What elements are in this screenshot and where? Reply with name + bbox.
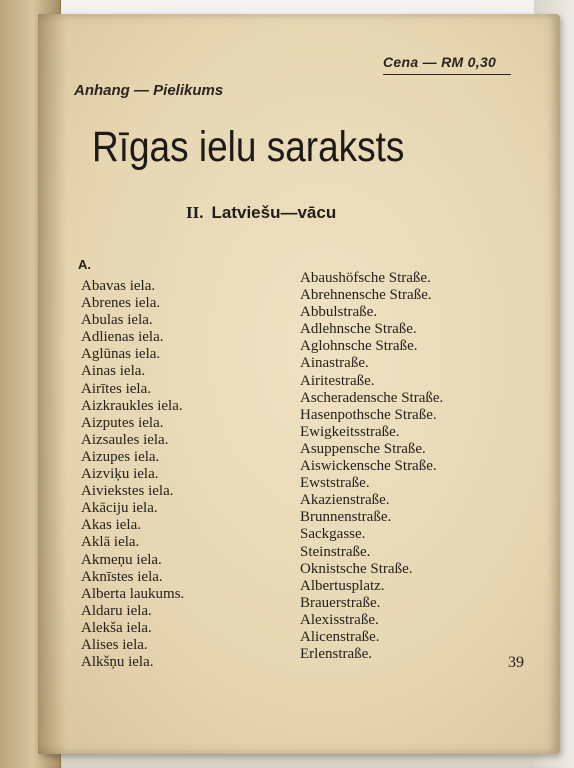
street-name-de: Alicenstraße. xyxy=(300,628,380,645)
street-name-lv: Abavas iela. xyxy=(81,278,156,294)
page-subtitle xyxy=(186,203,336,223)
street-name-de: Aiswickensche Straße. xyxy=(300,458,437,475)
section-label: Anhang — Pielikums xyxy=(74,82,224,99)
street-name-lv: Akmeņu iela. xyxy=(81,551,162,568)
street-name-lv: Aklā iela. xyxy=(81,534,140,551)
street-name-lv: Aldaru iela. xyxy=(81,602,152,619)
subtitle-text: Latviešu—vācu xyxy=(211,203,337,222)
street-name-de: Oknistsche Straße. xyxy=(300,560,413,577)
street-name-de: Steinstraße. xyxy=(300,543,371,560)
street-name-lv: Adlienas iela. xyxy=(81,329,164,346)
street-name-lv: Aizsaules iela. xyxy=(81,431,169,448)
street-name-lv: Aiviekstes iela. xyxy=(81,483,174,500)
letter-heading: A. xyxy=(78,257,91,272)
price-label: Cena — RM 0,30 xyxy=(383,54,497,70)
street-name-lv: Aizputes iela. xyxy=(81,414,164,431)
street-name-lv: Aizviķu iela. xyxy=(81,466,159,483)
street-name-de: Abrehnensche Straße. xyxy=(300,287,432,304)
street-name-de: Alexisstraße. xyxy=(300,611,379,628)
street-name-de: Ewigkeitsstraße. xyxy=(300,423,400,440)
street-name-lv: Aizkraukles iela. xyxy=(81,397,183,414)
price-underline xyxy=(383,74,511,75)
page-gutter-shadow xyxy=(38,14,66,754)
latvian-street-list xyxy=(81,278,184,671)
page-number: 39 xyxy=(508,654,524,671)
street-name-de: Abaushöfsche Straße. xyxy=(300,270,431,286)
street-name-de: Ascheradensche Straße. xyxy=(300,389,444,406)
street-name-de: Ewststraße. xyxy=(300,475,370,492)
page-title: Rīgas ielu saraksts xyxy=(92,123,405,171)
street-name-lv: Aizupes iela. xyxy=(81,448,160,465)
street-name-de: Airitestraße. xyxy=(300,372,375,389)
street-name-lv: Alekša iela. xyxy=(81,619,152,636)
street-name-lv: Alises iela. xyxy=(81,636,148,653)
street-name-de: Sackgasse. xyxy=(300,526,366,543)
street-name-lv: Alberta laukums. xyxy=(81,585,185,602)
street-name-de: Adlehnsche Straße. xyxy=(300,321,417,338)
street-name-lv: Abrenes iela. xyxy=(81,295,161,312)
street-name-de: Abbulstraße. xyxy=(300,304,378,321)
street-name-de: Asuppensche Straße. xyxy=(300,440,426,457)
street-name-de: Brauerstraße. xyxy=(300,594,381,611)
street-name-lv: Abulas iela. xyxy=(81,312,153,329)
street-name-de: Albertusplatz. xyxy=(300,577,385,594)
subtitle-numeral: II. xyxy=(186,203,204,222)
street-name-lv: Airītes iela. xyxy=(81,380,151,397)
german-street-list xyxy=(300,270,443,663)
street-name-de: Ainastraße. xyxy=(300,355,369,372)
street-name-lv: Akāciju iela. xyxy=(81,500,158,517)
street-name-de: Akazienstraße. xyxy=(300,492,390,509)
street-name-lv: Aknīstes iela. xyxy=(81,568,163,585)
street-name-de: Hasenpothsche Straße. xyxy=(300,406,437,423)
street-name-lv: Akas iela. xyxy=(81,517,141,534)
street-name-de: Aglohnsche Straße. xyxy=(300,338,418,355)
street-name-de: Erlenstraße. xyxy=(300,646,373,663)
street-name-lv: Ainas iela. xyxy=(81,363,146,380)
street-name-de: Brunnenstraße. xyxy=(300,509,392,526)
street-name-lv: Alkšņu iela. xyxy=(81,654,154,671)
street-name-lv: Aglūnas iela. xyxy=(81,346,161,363)
